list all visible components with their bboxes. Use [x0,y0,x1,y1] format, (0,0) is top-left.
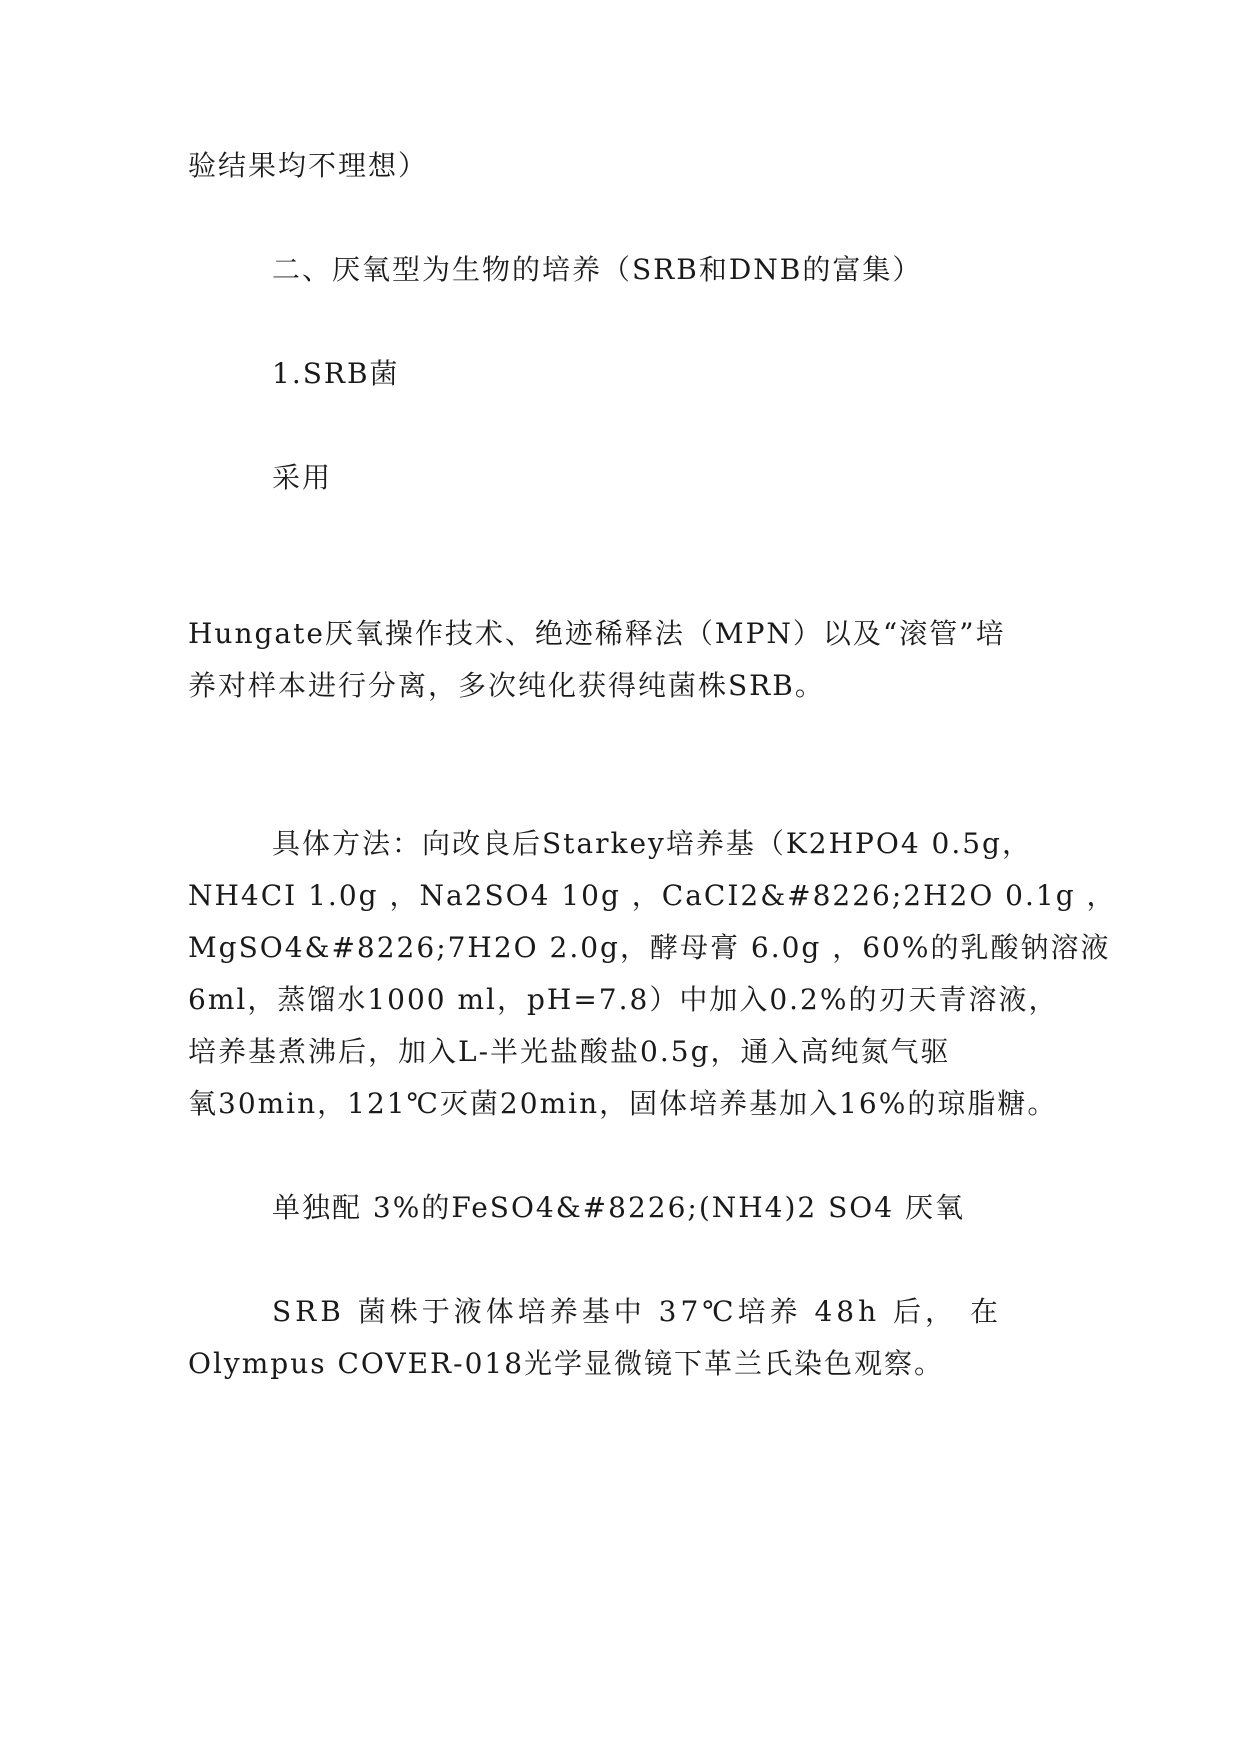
text-line: 单独配 3%的FeSO4&#8226;(NH4)2 SO4 厌氧 [272,1191,965,1224]
text-line: 6ml，蒸馏水1000 ml，pH=7.8）中加入0.2%的刃天青溶液， [188,983,1059,1016]
section-heading: 二、厌氧型为生物的培养（SRB和DNB的富集） [272,253,923,286]
text-line: NH4CI 1.0g ，Na2SO4 10g ，CaCI2&#8226;2H2O 0.1g ， [188,879,1117,912]
text-line: MgSO4&#8226;7H2O 2.0g，酵母膏 6.0g ，60%的乳酸钠溶液 [188,931,1111,964]
text-line: Hungate厌氧操作技术、绝迹稀释法（MPN）以及“滚管”培 [188,617,1006,650]
text-line: 采用 [272,461,333,494]
text-line: SRB 菌株于液体培养基中 37℃培养 48h 后， 在 [272,1295,1002,1328]
text-line: Olympus COVER-018光学显微镜下革兰氏染色观察。 [188,1347,945,1380]
text-line: 具体方法：向改良后Starkey培养基（K2HPO4 0.5g， [272,827,1032,860]
text-line: 养对样本进行分离，多次纯化获得纯菌株SRB。 [188,669,825,702]
text-line: 氧30min，121℃灭菌20min，固体培养基加入16%的琼脂糖。 [188,1087,1058,1120]
text-line: 验结果均不理想） [188,149,429,182]
subsection-heading: 1.SRB菌 [272,357,400,390]
text-line: 培养基煮沸后，加入L-半光盐酸盐0.5g，通入高纯氮气驱 [188,1035,951,1068]
